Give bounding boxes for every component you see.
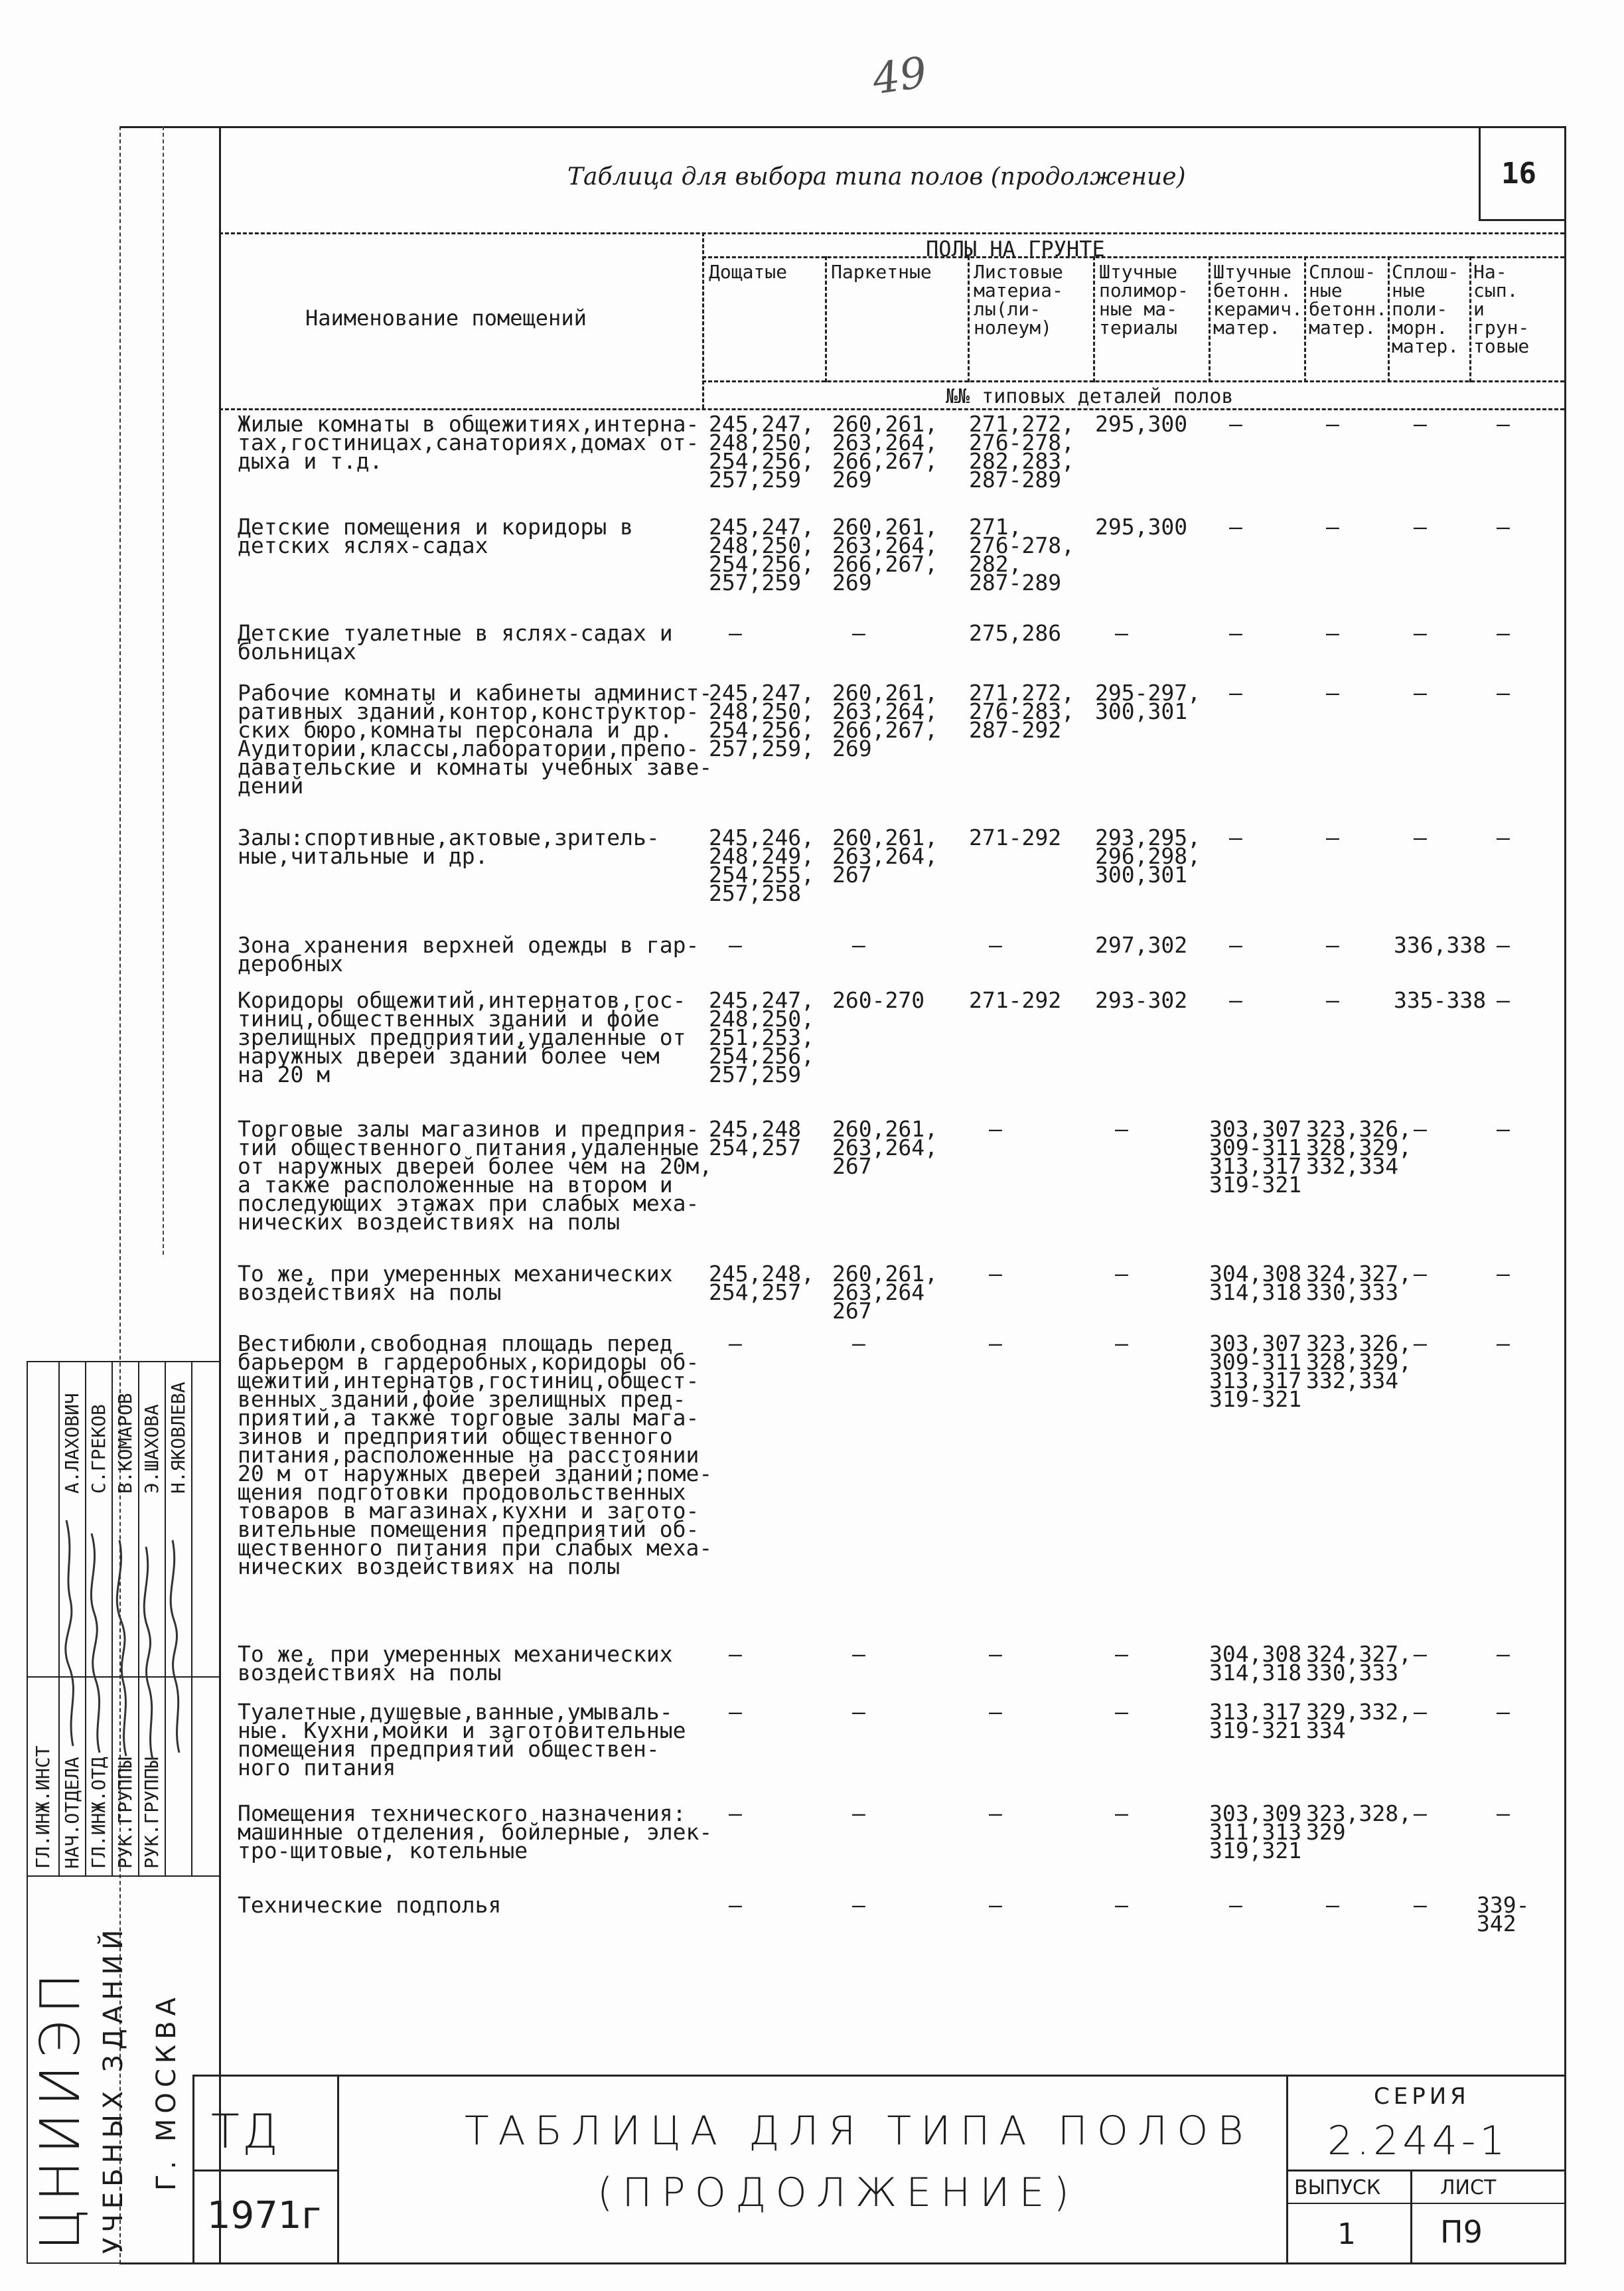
detail-numbers-cell: – (729, 932, 742, 958)
detail-numbers-cell: 260,261, 263,264, 267 (832, 825, 938, 888)
detail-numbers-cell: – (1326, 932, 1339, 958)
detail-numbers-cell: – (1497, 411, 1510, 437)
detail-numbers-cell: 323,328, 329 (1306, 1800, 1412, 1845)
detail-numbers-cell: – (1414, 825, 1427, 850)
detail-numbers-cell: – (852, 1892, 865, 1918)
signature-name: Э.ШАХОВА (141, 1404, 163, 1494)
detail-numbers-cell: – (1414, 1261, 1427, 1287)
detail-numbers-cell: – (1497, 1699, 1510, 1725)
detail-numbers-cell: 260,261, 263,264, 266,267, 269 (832, 411, 938, 493)
detail-numbers-cell: – (1414, 680, 1427, 706)
col-header-polymer-solid: Сплош- ные поли- морн. матер. (1392, 261, 1459, 357)
detail-numbers-cell: – (852, 1330, 865, 1356)
col-header-polymer-piece: Штучные полимор- ные ма- териалы (1099, 261, 1189, 339)
year: 1971г (207, 2194, 321, 2237)
col-header-concrete-solid: Сплош- ные бетонн. матер. (1309, 261, 1388, 339)
detail-numbers-cell: – (729, 1892, 742, 1918)
detail-numbers-cell: 271, 276-278, 282, 287-289 (969, 514, 1074, 595)
drawing-subtitle: (ПРОДОЛЖЕНИЕ) (597, 2170, 1078, 2216)
detail-numbers-cell: – (1414, 1892, 1427, 1918)
detail-numbers-cell: 271-292 (969, 825, 1062, 850)
detail-numbers-cell: – (1326, 825, 1339, 850)
detail-numbers-cell: – (1414, 620, 1427, 646)
detail-numbers-cell: – (1497, 1261, 1510, 1287)
detail-numbers-cell: – (1497, 514, 1510, 540)
sheet-value: П9 (1440, 2214, 1483, 2250)
detail-numbers-cell: 275,286 (969, 620, 1062, 646)
detail-numbers-cell: – (1414, 1330, 1427, 1356)
detail-numbers-cell: 293,295, 296,298, 300,301 (1095, 825, 1201, 888)
detail-numbers-cell: – (1115, 1261, 1128, 1287)
room-name: То же, при умеренных механических воздействиях на полы (238, 1641, 673, 1686)
detail-numbers-cell: – (1229, 411, 1242, 437)
sheet-number: 16 (1501, 157, 1536, 191)
detail-numbers-cell: – (852, 1800, 865, 1826)
detail-numbers-cell: 245,247, 248,250, 254,256, 257,259 (709, 514, 814, 595)
detail-numbers-cell: – (989, 1261, 1002, 1287)
drawing-title: ТАБЛИЦА ДЛЯ ТИПА ПОЛОВ (465, 2108, 1253, 2154)
detail-numbers-cell: – (1414, 1116, 1427, 1142)
detail-numbers-cell: 339- 342 (1477, 1892, 1530, 1936)
detail-numbers-cell: – (1497, 1641, 1510, 1667)
detail-numbers-cell: – (1115, 1800, 1128, 1826)
detail-numbers-cell: – (1326, 987, 1339, 1013)
detail-numbers-cell: 260,261, 263,264, 267 (832, 1116, 938, 1179)
detail-numbers-cell: – (729, 1641, 742, 1667)
detail-numbers-cell: 324,327, 330,333 (1306, 1641, 1412, 1686)
col-header-parquet: Паркетные (831, 261, 932, 283)
col-header-sheet: Листовые материа- лы(ли- нолеум) (974, 261, 1063, 339)
detail-numbers-cell: – (729, 620, 742, 646)
detail-numbers-cell: – (1414, 1641, 1427, 1667)
detail-numbers-cell: – (1229, 987, 1242, 1013)
room-name: Детские туалетные в яслях-садах и больницах (238, 620, 673, 665)
col-header-bulk: На- сып. и грун- товые (1473, 261, 1530, 357)
detail-numbers-cell: – (1229, 514, 1242, 540)
detail-numbers-cell: 304,308 314,318 (1209, 1641, 1302, 1686)
detail-numbers-cell: – (989, 1116, 1002, 1142)
detail-numbers-cell: – (1497, 987, 1510, 1013)
signature-name: Н.ЯКОВЛЕВА (167, 1382, 189, 1494)
room-name: Залы:спортивные,актовые,зритель- ные,читальные и др. (238, 825, 660, 869)
org-name: ЦНИИЭП (29, 1966, 92, 2251)
detail-numbers-cell: 271,272, 276-283, 287-292 (969, 680, 1074, 743)
detail-numbers-cell: – (729, 1699, 742, 1725)
handwritten-signatures (27, 1494, 220, 1773)
detail-numbers-cell: 260,261, 263,264 267 (832, 1261, 938, 1324)
detail-numbers-cell: 323,326, 328,329, 332,334 (1306, 1116, 1412, 1179)
room-name: Зона хранения верхней одежды в гар- деробных (238, 932, 700, 977)
detail-numbers-cell: – (1229, 620, 1242, 646)
series-value: 2.244-1 (1327, 2118, 1509, 2164)
detail-numbers-cell: 303,309 311,313 319,321 (1209, 1800, 1302, 1863)
detail-numbers-cell: 245,247, 248,250, 251,253, 254,256, 257,259 (709, 987, 814, 1087)
signature-role: НАЧ.ОТДЕЛА (61, 1757, 83, 1869)
detail-numbers-cell: 260,261, 263,264, 266,267, 269 (832, 680, 938, 761)
detail-numbers-cell: – (1497, 825, 1510, 850)
detail-numbers-cell: – (989, 1699, 1002, 1725)
col-header-concrete-piece: Штучные бетонн. керамич. матер. (1213, 261, 1303, 339)
detail-numbers-cell: 295,300 (1095, 514, 1188, 540)
detail-numbers-cell: 260,261, 263,264, 266,267, 269 (832, 514, 938, 595)
td-mark: ТД (211, 2104, 281, 2159)
org-subtitle: УЧЕБНЫХ ЗДАНИЙ (98, 1924, 129, 2254)
detail-numbers-cell: – (1115, 1116, 1128, 1142)
detail-numbers-cell: – (1115, 1892, 1128, 1918)
detail-numbers-cell: 295-297, 300,301 (1095, 680, 1201, 724)
detail-numbers-cell: 245,246, 248,249, 254,255, 257,258 (709, 825, 814, 906)
detail-numbers-cell: 271-292 (969, 987, 1062, 1013)
detail-numbers-cell: – (989, 1641, 1002, 1667)
room-name: Торговые залы магазинов и предприя- тий общественного питания,удаленные от наружных дверей более чем на 20м, а также расположенные на втором и последующих этажах при слабых меха- нических воздействиях на полы (238, 1116, 713, 1235)
detail-numbers-cell: 271,272, 276-278, 282,283, 287-289 (969, 411, 1074, 493)
detail-numbers-cell: 260-270 (832, 987, 925, 1013)
detail-numbers-cell: 324,327, 330,333 (1306, 1261, 1412, 1305)
issue-label: ВЫПУСК (1294, 2176, 1381, 2199)
detail-numbers-cell: – (1497, 1116, 1510, 1142)
detail-numbers-cell: 293-302 (1095, 987, 1188, 1013)
detail-numbers-cell: 313,317 319-321 (1209, 1699, 1302, 1743)
room-name: Рабочие комнаты и кабинеты админист- ративных зданий,контор,конструктор- ских бюро,комнаты персонала и др. Аудитории,классы,лаборатории,препо- давательские и комнаты учебных заве- дений (238, 680, 713, 799)
detail-numbers-cell: – (1414, 1699, 1427, 1725)
signature-name: А.ЛАХОВИЧ (61, 1393, 83, 1494)
detail-numbers-cell: – (1115, 1330, 1128, 1356)
room-name: Детские помещения и коридоры в детских яслях-садах (238, 514, 634, 558)
detail-numbers-cell: – (1326, 620, 1339, 646)
detail-numbers-cell: – (1497, 1800, 1510, 1826)
org-city: Г. МОСКВА (151, 1992, 182, 2191)
detail-numbers-cell: – (1229, 932, 1242, 958)
detail-numbers-cell: 303,307 309-311 313,317 319-321 (1209, 1116, 1302, 1198)
detail-numbers-cell: – (852, 1699, 865, 1725)
signature-role: РУК.ГРУППЫ (114, 1757, 136, 1869)
detail-numbers-subheader: №№ типовых деталей полов (946, 385, 1234, 408)
detail-numbers-cell: 329,332, 334 (1306, 1699, 1412, 1743)
series-label: СЕРИЯ (1374, 2083, 1470, 2110)
detail-numbers-cell: – (1497, 620, 1510, 646)
signature-role: РУК.ГРУППЫ (141, 1757, 163, 1869)
issue-value: 1 (1337, 2217, 1356, 2251)
detail-numbers-cell: 297,302 (1095, 932, 1188, 958)
detail-numbers-cell: 245,247, 248,250, 254,256, 257,259, (709, 680, 814, 761)
detail-numbers-cell: – (1497, 1330, 1510, 1356)
detail-numbers-cell: – (852, 620, 865, 646)
detail-numbers-cell: 245,247, 248,250, 254,256, 257,259 (709, 411, 814, 493)
detail-numbers-cell: – (1326, 680, 1339, 706)
handwritten-sheet-mark: 49 (869, 48, 930, 105)
room-name: Коридоры общежитий,интернатов,гос- тиниц,общественных зданий и фойе зрелищных предприятий,удаленные от наружных дверей зданий более чем на 20 м (238, 987, 686, 1087)
detail-numbers-cell: – (989, 1330, 1002, 1356)
detail-numbers-cell: – (1414, 411, 1427, 437)
signature-name: В.КОМАРОВ (114, 1393, 136, 1494)
room-name: Технические подполья (238, 1892, 502, 1918)
detail-numbers-cell: 245,248, 254,257 (709, 1261, 814, 1305)
room-name: Вестибюли,свободная площадь перед барьером в гардеробных,коридоры об- щежитий,интернатов,гостиниц,общест- венных зданий,фойе зрелищных пред- приятий,а также торговые залы мага- зинов и предприятий общественного питания,расположенные на расстоянии 20 м от наружных дверей зданий;поме- щения подготовки продовольственных товаров в магазинах,кухни и загото- вительные помещения предприятий об- щественного питания при слабых меха- нических воздействиях на полы (238, 1330, 713, 1579)
detail-numbers-cell: – (1115, 1641, 1128, 1667)
signature-role: ГЛ.ИНЖ.ИНСТ (32, 1745, 54, 1869)
detail-numbers-cell: – (989, 932, 1002, 958)
signature-role: ГЛ.ИНЖ.ОТД (88, 1757, 110, 1869)
detail-numbers-cell: – (1414, 1800, 1427, 1826)
detail-numbers-cell: 336,338 (1394, 932, 1487, 958)
table-title: Таблица для выбора типа полов (продолжение) (567, 163, 1186, 191)
detail-numbers-cell: – (1229, 680, 1242, 706)
room-name: Туалетные,душевые,ванные,умываль- ные. Кухни,мойки и заготовительные помещения предприятий обществен- ного питания (238, 1699, 686, 1780)
detail-numbers-cell: – (1414, 514, 1427, 540)
detail-numbers-cell: 304,308 314,318 (1209, 1261, 1302, 1305)
detail-numbers-cell: – (1326, 1892, 1339, 1918)
detail-numbers-cell: – (1229, 825, 1242, 850)
detail-numbers-cell: – (1497, 680, 1510, 706)
sheet-label: ЛИСТ (1440, 2176, 1497, 2199)
detail-numbers-cell: – (1115, 620, 1128, 646)
room-column-header: Наименование помещений (305, 305, 587, 331)
room-name: Помещения технического назначения: машинные отделения, бойлерные, элек- тро-щитовые, котельные (238, 1800, 713, 1863)
col-header-boards: Дощатые (709, 261, 788, 283)
detail-numbers-cell: – (1326, 411, 1339, 437)
room-name: То же, при умеренных механических воздействиях на полы (238, 1261, 673, 1305)
signature-name: С.ГРЕКОВ (88, 1404, 110, 1494)
detail-numbers-cell: 303,307 309-311 313,317 319-321 (1209, 1330, 1302, 1412)
detail-numbers-cell: 335-338 (1394, 987, 1487, 1013)
detail-numbers-cell: – (729, 1330, 742, 1356)
detail-numbers-cell: – (1115, 1699, 1128, 1725)
detail-numbers-cell: – (852, 1641, 865, 1667)
detail-numbers-cell: – (1229, 1892, 1242, 1918)
room-name: Жилые комнаты в общежитиях,интерна- тах,гостиницах,санаториях,домах от- дыха и т.д. (238, 411, 700, 474)
detail-numbers-cell: 323,326, 328,329, 332,334 (1306, 1330, 1412, 1393)
detail-numbers-cell: – (1326, 514, 1339, 540)
detail-numbers-cell: 245,248 254,257 (709, 1116, 802, 1160)
detail-numbers-cell: – (989, 1800, 1002, 1826)
detail-numbers-cell: – (729, 1800, 742, 1826)
detail-numbers-cell: – (989, 1892, 1002, 1918)
group-header: ПОЛЫ НА ГРУНТЕ (926, 236, 1105, 262)
detail-numbers-cell: – (1497, 932, 1510, 958)
detail-numbers-cell: – (852, 932, 865, 958)
detail-numbers-cell: 295,300 (1095, 411, 1188, 437)
